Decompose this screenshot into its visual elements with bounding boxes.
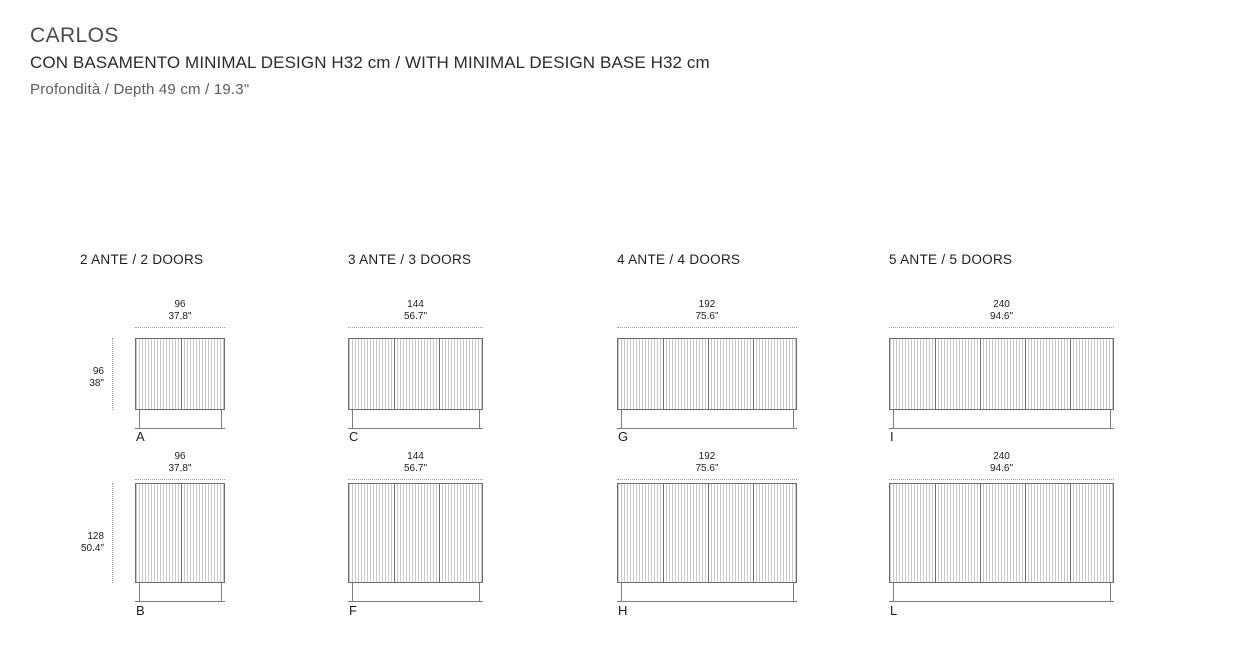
unit-A-width-dimline [135, 327, 225, 328]
door-divider [980, 339, 981, 409]
door-divider [394, 484, 395, 582]
unit-G-cabinet [617, 338, 797, 410]
door-divider [935, 484, 936, 582]
door-divider [439, 339, 440, 409]
page-title: CARLOS [30, 24, 119, 47]
unit-A-cabinet [135, 338, 225, 410]
unit-I-leg-right [1110, 410, 1111, 428]
unit-G-floor-line [617, 428, 797, 429]
unit-C-leg-left [352, 410, 353, 428]
unit-H-width-dimline [617, 479, 797, 480]
unit-C-cabinet [348, 338, 483, 410]
unit-L-leg-right [1110, 583, 1111, 601]
unit-H-leg-left [621, 583, 622, 601]
unit-G-width-dimline [617, 327, 797, 328]
unit-B-floor-line [135, 601, 225, 602]
unit-C-width-dimline [348, 327, 483, 328]
column-heading-4-doors: 4 ANTE / 4 DOORS [617, 252, 741, 267]
column-heading-5-doors: 5 ANTE / 5 DOORS [889, 252, 1013, 267]
door-divider [753, 339, 754, 409]
unit-H-width-label: 192 75.6" [695, 451, 719, 474]
unit-L-width-dimline [889, 479, 1114, 480]
door-divider [439, 484, 440, 582]
height-dimension-line-row1 [112, 338, 113, 410]
unit-H-code: H [618, 603, 628, 618]
unit-L-width-label: 240 94.6" [989, 451, 1013, 474]
door-divider [708, 484, 709, 582]
unit-I-code: I [890, 429, 895, 444]
door-divider [663, 339, 664, 409]
column-heading-3-doors: 3 ANTE / 3 DOORS [348, 252, 472, 267]
unit-C-leg-right [479, 410, 480, 428]
unit-A-width-label: 96 37.8" [168, 299, 192, 322]
unit-L-code: L [890, 603, 898, 618]
unit-I-floor-line [889, 428, 1114, 429]
door-divider [708, 339, 709, 409]
door-divider [753, 484, 754, 582]
unit-I-width-label: 240 94.6" [989, 299, 1013, 322]
unit-F-floor-line [348, 601, 483, 602]
unit-A-leg-left [139, 410, 140, 428]
unit-H-cabinet [617, 483, 797, 583]
unit-I-width-dimline [889, 327, 1114, 328]
page-subtitle: CON BASAMENTO MINIMAL DESIGN H32 cm / WITH MINIMAL DESIGN BASE H32 cm [30, 53, 710, 72]
unit-H-leg-right [793, 583, 794, 601]
unit-H-floor-line [617, 601, 797, 602]
door-divider [1025, 484, 1026, 582]
unit-F-leg-right [479, 583, 480, 601]
door-divider [394, 339, 395, 409]
height-dimension-line-row2 [112, 483, 113, 583]
door-divider [1070, 484, 1071, 582]
unit-B-cabinet [135, 483, 225, 583]
unit-F-width-dimline [348, 479, 483, 480]
unit-G-leg-right [793, 410, 794, 428]
unit-A-floor-line [135, 428, 225, 429]
unit-B-code: B [136, 603, 146, 618]
unit-C-floor-line [348, 428, 483, 429]
column-heading-2-doors: 2 ANTE / 2 DOORS [80, 252, 204, 267]
unit-B-width-label: 96 37.8" [168, 451, 192, 474]
unit-L-cabinet [889, 483, 1114, 583]
door-divider [663, 484, 664, 582]
unit-F-width-label: 144 56.7" [403, 451, 427, 474]
unit-A-leg-right [221, 410, 222, 428]
unit-G-leg-left [621, 410, 622, 428]
unit-G-width-label: 192 75.6" [695, 299, 719, 322]
depth-note: Profondità / Depth 49 cm / 19.3" [30, 81, 250, 98]
door-divider [980, 484, 981, 582]
unit-I-cabinet [889, 338, 1114, 410]
unit-C-code: C [349, 429, 359, 444]
unit-A-code: A [136, 429, 146, 444]
door-divider [1025, 339, 1026, 409]
unit-B-leg-left [139, 583, 140, 601]
unit-G-code: G [618, 429, 629, 444]
unit-L-leg-left [893, 583, 894, 601]
unit-F-code: F [349, 603, 358, 618]
page-header [30, 22, 710, 102]
door-divider [181, 484, 182, 582]
unit-B-width-dimline [135, 479, 225, 480]
unit-L-floor-line [889, 601, 1114, 602]
door-divider [181, 339, 182, 409]
unit-B-leg-right [221, 583, 222, 601]
unit-I-leg-left [893, 410, 894, 428]
row-height-label-96: 96 38" [89, 366, 104, 389]
row-height-label-128: 128 50.4" [80, 531, 104, 554]
door-divider [935, 339, 936, 409]
unit-F-cabinet [348, 483, 483, 583]
door-divider [1070, 339, 1071, 409]
unit-F-leg-left [352, 583, 353, 601]
unit-C-width-label: 144 56.7" [403, 299, 427, 322]
